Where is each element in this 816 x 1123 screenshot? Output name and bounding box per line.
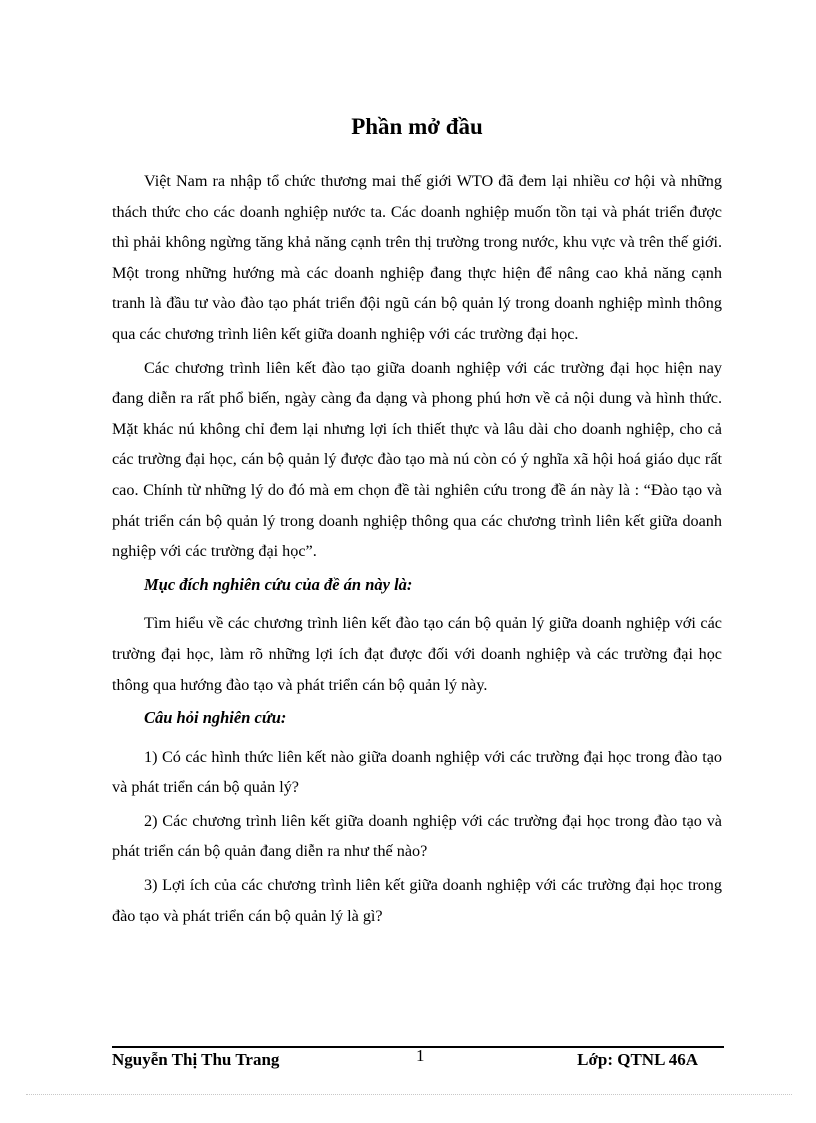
research-questions-list	[112, 742, 722, 932]
page-bottom-edge	[26, 1094, 792, 1095]
footer-page-number: 1	[416, 1046, 425, 1065]
research-question: 2) Các chương trình liên kết giữa doanh nghiệp với các trường đại học trong đào tạo và phát triển cán bộ quản đang diễn ra như thế nào?	[112, 811, 722, 861]
purpose-paragraph: Tìm hiểu về các chương trình liên kết đào tạo cán bộ quản lý giữa doanh nghiệp với các trường đại học, làm rõ những lợi ích đạt được đối với doanh nghiệp và các trường đại học thông qua hướng đào tạo và phát triển cán bộ quản lý này.	[112, 614, 722, 694]
document-body	[112, 108, 722, 934]
footer-author: Nguyễn Thị Thu Trang	[112, 1050, 280, 1069]
footer-class-label: Lớp: QTNL 46A	[577, 1050, 698, 1069]
intro-paragraph: Việt Nam ra nhập tổ chức thương mai thế giới WTO đã đem lại nhiều cơ hội và những thách thức cho các doanh nghiệp nước ta. Các doanh nghiệp muốn tồn tại và phát triển được thì phải không ngừng tăng khả năng cạnh trên thị trường trong nước, khu vực và trên thế giới. Một trong những hướng mà các doanh nghiệp đang thực hiện để nâng cao khả năng cạnh tranh là đầu tư vào đào tạo phát triển đội ngũ cán bộ quản lý trong doanh nghiệp mình thông qua các chương trình liên kết giữa doanh nghiệp với các trường đại học.	[112, 172, 722, 343]
intro-paragraph: Các chương trình liên kết đào tạo giữa doanh nghiệp với các trường đại học hiện nay đang diễn ra rất phổ biến, ngày càng đa dạng và phong phú hơn về cả nội dung và hình thức. Mặt khác nú không chỉ đem lại nhưng lợi ích thiết thực và lâu dài cho doanh nghiệp, cho cả các trường đại học, cán bộ quản lý được đào tạo mà nú còn có ý nghĩa xã hội hoá giáo dục rất cao. Chính từ những lý do đó mà em chọn đề tài nghiên cứu trong đề án này là : “Đào tạo và phát triển cán bộ quản lý trong doanh nghiệp thông qua các chương trình liên kết giữa doanh nghiệp với các trường đại học”.	[112, 358, 722, 561]
page-title: Phần mở đầu	[351, 114, 483, 139]
research-question: 1) Có các hình thức liên kết nào giữa doanh nghiệp với các trường đại học trong đào tạo và phát triển cán bộ quản lý?	[112, 747, 722, 797]
purpose-heading: Mục đích nghiên cứu của đề án này là:	[144, 574, 413, 594]
page-footer	[112, 1046, 724, 1076]
questions-heading: Câu hỏi nghiên cứu:	[144, 708, 287, 728]
research-question: 3) Lợi ích của các chương trình liên kết giữa doanh nghiệp với các trường đại học trong đào tạo và phát triển cán bộ quản lý là gì?	[112, 876, 722, 925]
